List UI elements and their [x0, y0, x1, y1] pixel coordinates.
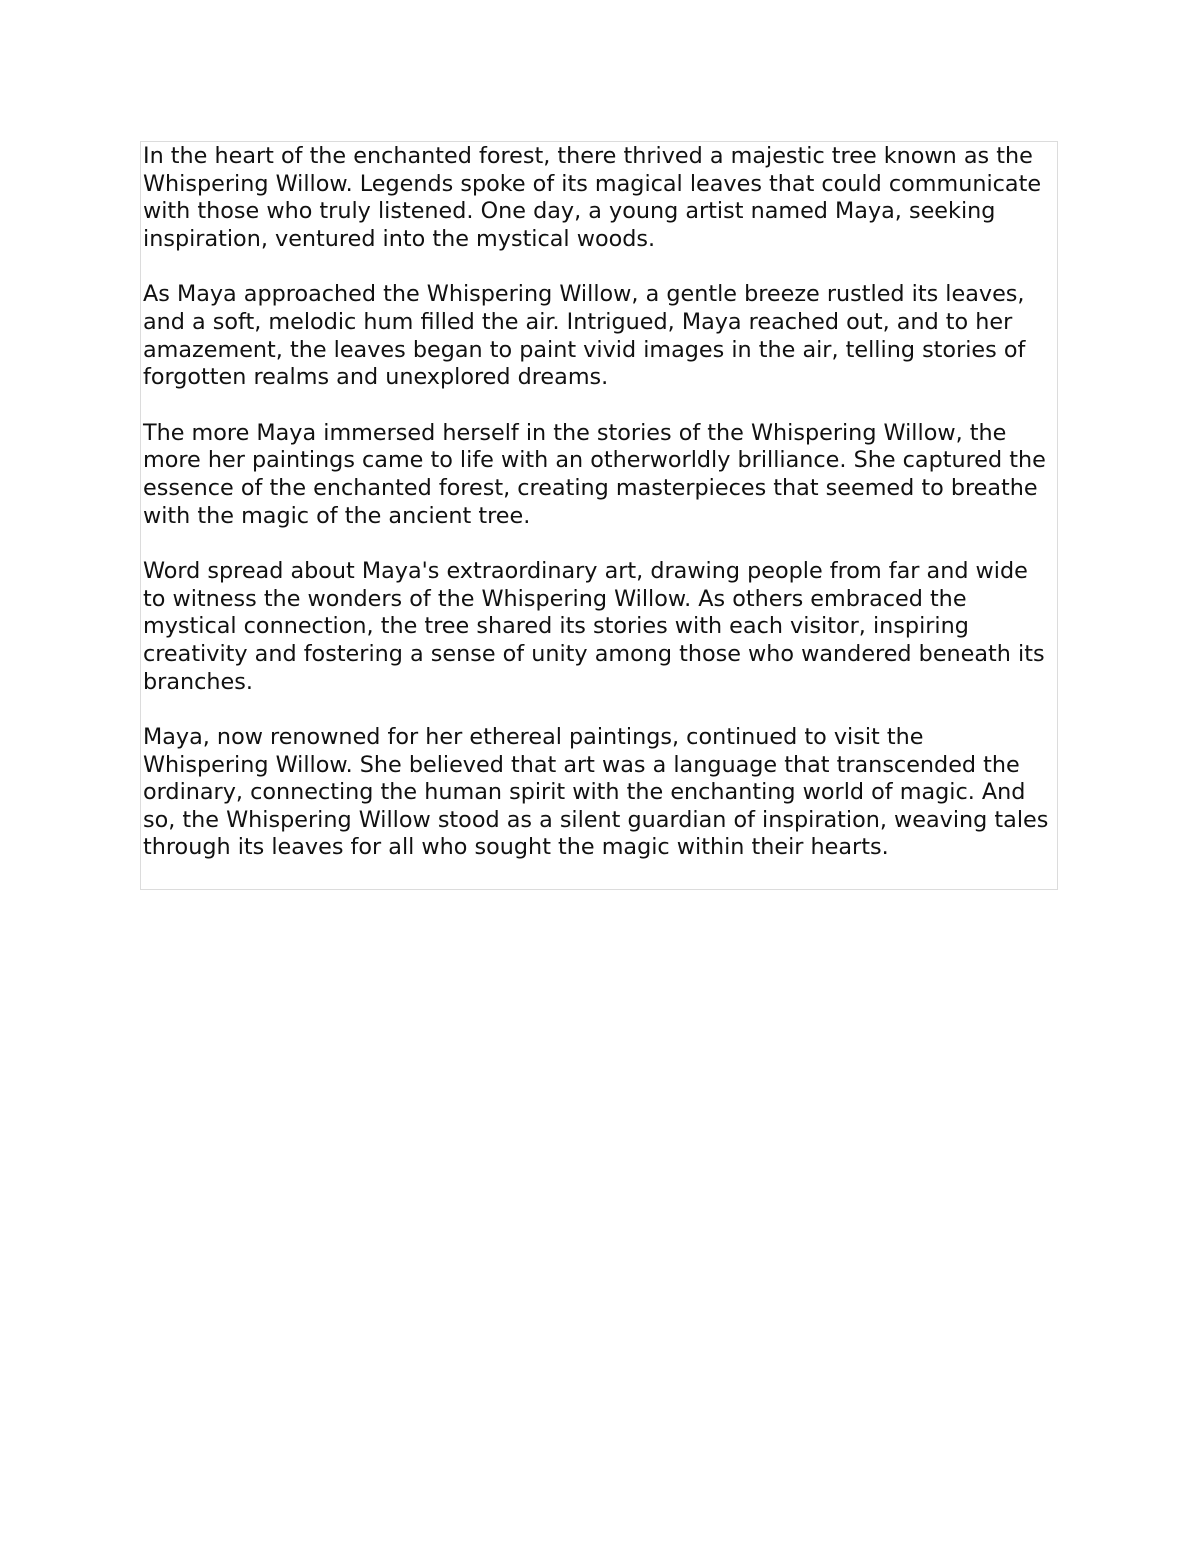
story-paragraph-1: In the heart of the enchanted forest, there thrived a majestic tree known as the Whispering Willow. Legends spoke of its magical leaves that could communicate with those who truly listened. One day, a young artist named Maya, seeking inspiration, ventured into the mystical woods.: [143, 143, 1042, 252]
story-paragraph-3: The more Maya immersed herself in the stories of the Whispering Willow, the more her paintings came to life with an otherworldly brilliance. She captured the essence of the enchanted forest, creating masterpieces that seemed to breathe with the magic of the ancient tree.: [143, 419, 1046, 529]
story-text-box: [140, 141, 1058, 890]
story-paragraph-5: Maya, now renowned for her ethereal paintings, continued to visit the Whispering Willow. She believed that art was a language that transcended the ordinary, connecting the human spirit with the enchanting world of magic. And so, the Whispering Willow stood as a silent guardian of inspiration, weaving tales through its leaves for all who sought the magic within their hearts.: [143, 724, 1049, 861]
story-paragraph-4: Word spread about Maya's extraordinary art, drawing people from far and wide to witness the wonders of the Whispering Willow. As others embraced the mystical connection, the tree shared its stories with each visitor, inspiring creativity and fostering a sense of unity among those who wandered beneath its branches.: [143, 558, 1045, 695]
story-paragraph-2: As Maya approached the Whispering Willow, a gentle breeze rustled its leaves, and a soft, melodic hum filled the air. Intrigued, Maya reached out, and to her amazement, the leaves began to paint vivid images in the air, telling stories of forgotten realms and unexplored dreams.: [143, 281, 1026, 391]
